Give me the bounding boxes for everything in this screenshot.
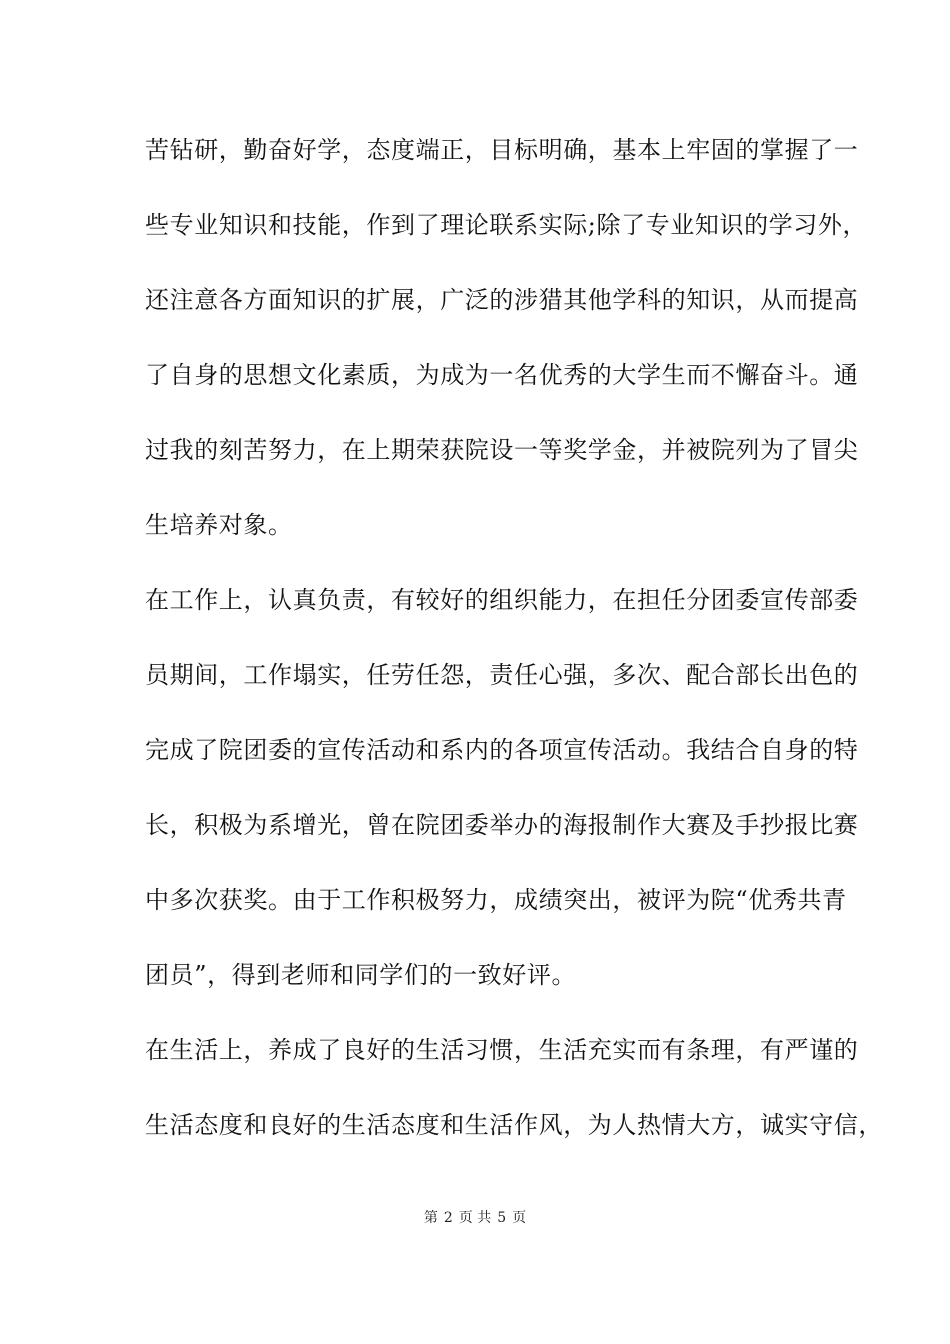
text-line: 员期间，工作塌实，任劳任怨，责任心强，多次、配合部长出色的 bbox=[145, 661, 859, 689]
footer-total-pages: 5 bbox=[497, 1210, 507, 1226]
text-line: 苦钻研，勤奋好学，态度端正，目标明确，基本上牢固的掌握了一 bbox=[145, 136, 859, 164]
text-line: 了自身的思想文化素质，为成为一名优秀的大学生而不懈奋斗。通 bbox=[145, 361, 859, 389]
text-line: 在生活上，养成了良好的生活习惯，生活充实而有条理，有严谨的 bbox=[145, 1036, 859, 1064]
page-footer bbox=[0, 1208, 950, 1228]
footer-page-number: 2 bbox=[443, 1210, 453, 1226]
text-line: 团员”，得到老师和同学们的一致好评。 bbox=[145, 961, 577, 989]
footer-prefix: 第 bbox=[423, 1210, 438, 1226]
text-line: 生活态度和良好的生活态度和生活作风，为人热情大方，诚实守信， bbox=[145, 1111, 883, 1139]
text-line: 中多次获奖。由于工作积极努力，成绩突出，被评为院“优秀共青 bbox=[145, 886, 847, 914]
text-line: 过我的刻苦努力，在上期荣获院设一等奖学金，并被院列为了冒尖 bbox=[145, 436, 859, 464]
text-line: 些专业知识和技能，作到了理论联系实际;除了专业知识的学习外， bbox=[145, 211, 868, 239]
text-line: 完成了院团委的宣传活动和系内的各项宣传活动。我结合自身的特 bbox=[145, 736, 859, 764]
footer-middle: 页 共 bbox=[458, 1210, 492, 1226]
text-line: 在工作上，认真负责，有较好的组织能力，在担任分团委宣传部委 bbox=[145, 586, 859, 614]
text-line: 生培养对象。 bbox=[145, 511, 293, 539]
text-line: 还注意各方面知识的扩展，广泛的涉猎其他学科的知识，从而提高 bbox=[145, 286, 859, 314]
footer-suffix: 页 bbox=[512, 1210, 527, 1226]
text-line: 长，积极为系增光，曾在院团委举办的海报制作大赛及手抄报比赛 bbox=[145, 811, 859, 839]
